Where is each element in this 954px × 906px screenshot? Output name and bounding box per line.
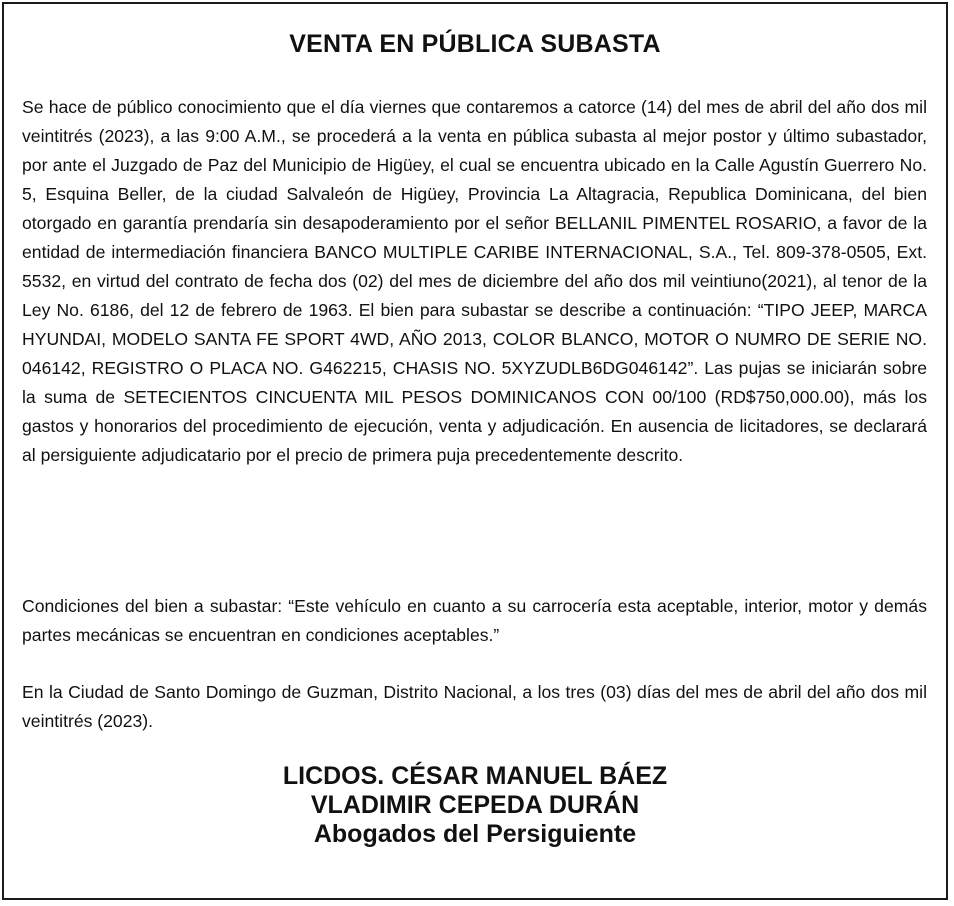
signature-second-attorney-line: VLADIMIR CEPEDA DURÁN	[310, 791, 640, 819]
signature-role-line: Abogados del Persiguiente	[313, 820, 637, 848]
signature-block	[4, 762, 946, 849]
notice-title: VENTA EN PÚBLICA SUBASTA	[289, 30, 661, 58]
signature-attorneys-line: LICDOS. CÉSAR MANUEL BÁEZ	[282, 762, 668, 790]
place-date-paragraph: En la Ciudad de Santo Domingo de Guzman, Distrito Nacional, a los tres (03) días del mes de abril del año dos mil veintitrés (2023).	[22, 682, 927, 731]
vehicle-conditions-paragraph: Condiciones del bien a subastar: “Este vehículo en cuanto a su carrocería esta aceptable, interior, motor y demás partes mecánicas se encuentran en condiciones aceptables.”	[22, 596, 927, 645]
public-auction-notice	[2, 2, 948, 900]
auction-details-paragraph: Se hace de público conocimiento que el día viernes que contaremos a catorce (14) del mes de abril del año dos mil veintitrés (2023), a las 9:00 A.M., se procederá a la venta en pública subasta al mejor postor y último subastador, por ante el Juzgado de Paz del Municipio de Higüey, el cual se encuentra ubicado en la Calle Agustín Guerrero No. 5, Esquina Beller, de la ciudad Salvaleón de Higüey, Provincia La Altagracia, Republica Dominicana, del bien otorgado en garantía prendaría sin desapoderamiento por el señor BELLANIL PIMENTEL ROSARIO, a favor de la entidad de intermediación financiera BANCO MULTIPLE CARIBE INTERNACIONAL, S.A., Tel. 809-378-0505, Ext. 5532, en virtud del contrato de fecha dos (02) del mes de diciembre del año dos mil veintiuno(2021), al tenor de la Ley No. 6186, del 12 de febrero de 1963. El bien para subastar se describe a continuación: “TIPO JEEP, MARCA HYUNDAI, MODELO SANTA FE SPORT 4WD, AÑO 2013, COLOR BLANCO, MOTOR O NUMRO DE SERIE NO. 046142, REGISTRO O PLACA NO. G462215, CHASIS NO. 5XYZUDLB6DG046142”. Las pujas se iniciarán sobre la suma de SETECIENTOS CINCUENTA MIL PESOS DOMINICANOS CON 00/100 (RD$750,000.00), más los gastos y honorarios del procedimiento de ejecución, venta y adjudicación. En ausencia de licitadores, se declarará al persiguiente adjudicatario por el precio de primera puja precedentemente descrito.	[22, 97, 927, 465]
